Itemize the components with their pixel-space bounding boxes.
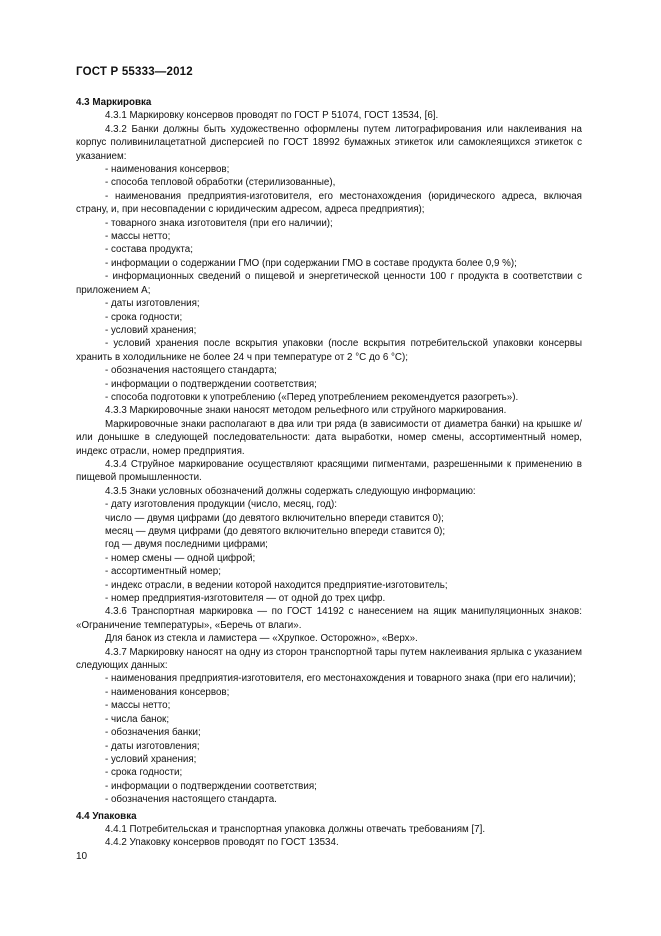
paragraph: 4.3.1 Маркировку консервов проводят по ГОСТ Р 51074, ГОСТ 13534, [6]. xyxy=(105,110,439,122)
paragraph: - номер предприятия-изготовителя — от одной до трех цифр. xyxy=(105,593,386,605)
page-number: 10 xyxy=(76,851,88,862)
paragraph: - наименования предприятия-изготовителя, его местонахождения и товарного знака (при его наличии); xyxy=(105,673,576,685)
paragraph: - срока годности; xyxy=(105,767,183,779)
paragraph: - товарного знака изготовителя (при его наличии); xyxy=(105,217,333,229)
paragraph: 4.3.2 Банки должны быть художественно оформлены путем литографирования или наклеивания на корпус поливинилацетатной дисперсией по ГОСТ 18992 бумажных этикеток или самоклеящихся этикеток с указанием: xyxy=(76,123,582,162)
paragraph: 4.3.3 Маркировочные знаки наносят методом рельефного или струйного маркирования. xyxy=(105,405,507,417)
section-heading: 4.4 Упаковка xyxy=(76,810,137,822)
paragraph: - обозначения настоящего стандарта. xyxy=(105,794,277,806)
paragraph: - условий хранения после вскрытия упаковки (после вскрытия потребительской упаковки консервы хранить в холодильнике не более 24 ч при температуре от 2 °С до 6 °С); xyxy=(76,338,582,363)
paragraph: - информации о содержании ГМО (при содержании ГМО в составе продукта более 0,9 %); xyxy=(105,257,517,269)
paragraph: 4.3.6 Транспортная маркировка — по ГОСТ 14192 с нанесением на ящик манипуляционных знаков: «Ограничение температуры», «Беречь от влаги». xyxy=(76,606,582,631)
paragraph: - даты изготовления; xyxy=(105,740,200,752)
paragraph: - состава продукта; xyxy=(105,244,193,256)
paragraph: - ассортиментный номер; xyxy=(105,566,221,578)
paragraph: - способа тепловой обработки (стерилизованные), xyxy=(105,177,336,189)
paragraph: - массы нетто; xyxy=(105,231,171,243)
paragraph: 4.4.1 Потребительская и транспортная упаковка должны отвечать требованиям [7]. xyxy=(105,823,486,835)
paragraph: - обозначения настоящего стандарта; xyxy=(105,365,277,377)
paragraph: 4.3.4 Струйное маркирование осуществляют красящими пигментами, разрешенными к применению в пищевой промышленности. xyxy=(76,458,582,484)
paragraph: месяц — двумя цифрами (до девятого включительно впереди ставится 0); xyxy=(105,526,446,537)
paragraph: 4.3.5 Знаки условных обозначений должны содержать следующую информацию: xyxy=(105,485,476,497)
paragraph: - даты изготовления; xyxy=(105,298,200,310)
paragraph: Для банок из стекла и ламистера — «Хрупкое. Осторожно», «Верх». xyxy=(105,633,418,645)
paragraph: - дату изготовления продукции (число, месяц, год): xyxy=(105,499,337,511)
paragraph: - наименования предприятия-изготовителя, его местонахождения (юридического адреса, включая страну, и, при несовпадении с юридическим адресом, адреса предприятия); xyxy=(76,190,582,216)
document-header: ГОСТ Р 55333—2012 xyxy=(76,66,193,78)
paragraph: 4.4.2 Упаковку консервов проводят по ГОСТ 13534. xyxy=(105,837,339,849)
paragraph: - информации о подтверждении соответствия; xyxy=(105,780,317,792)
paragraph: - наименования консервов; xyxy=(105,164,230,176)
paragraph: - срока годности; xyxy=(105,311,183,323)
paragraph: - массы нетто; xyxy=(105,700,171,712)
paragraph: - числа банок; xyxy=(105,713,170,725)
paragraph: Маркировочные знаки располагают в два или три ряда (в зависимости от диаметра банки) на крышке и/или донышке в следующей последовательности: дата выработки, номер смены, ассортиментный номер, индекс отрасли, номер предприятия. xyxy=(76,418,582,457)
paragraph: - информационных сведений о пищевой и энергетической ценности 100 г продукта в соответствии с приложением А; xyxy=(76,271,582,296)
paragraph: - условий хранения; xyxy=(105,324,197,336)
paragraph: год — двумя последними цифрами; xyxy=(105,539,268,551)
document-body xyxy=(76,96,582,850)
section-heading: 4.3 Маркировка xyxy=(76,97,152,108)
paragraph: - индекс отрасли, в ведении которой находится предприятие-изготовитель; xyxy=(105,579,448,591)
paragraph: число — двумя цифрами (до девятого включительно впереди ставится 0); xyxy=(105,512,444,524)
paragraph: - обозначения банки; xyxy=(105,727,201,739)
paragraph: - информации о подтверждении соответствия; xyxy=(105,378,317,390)
paragraph: - способа подготовки к употреблению («Перед употреблением рекомендуется разогреть»). xyxy=(105,391,519,403)
paragraph: - номер смены — одной цифрой; xyxy=(105,552,256,564)
paragraph: - условий хранения; xyxy=(105,753,197,765)
paragraph: - наименования консервов; xyxy=(105,686,230,698)
paragraph: 4.3.7 Маркировку наносят на одну из сторон транспортной тары путем наклеивания ярлыка с указанием следующих данных: xyxy=(76,646,582,672)
